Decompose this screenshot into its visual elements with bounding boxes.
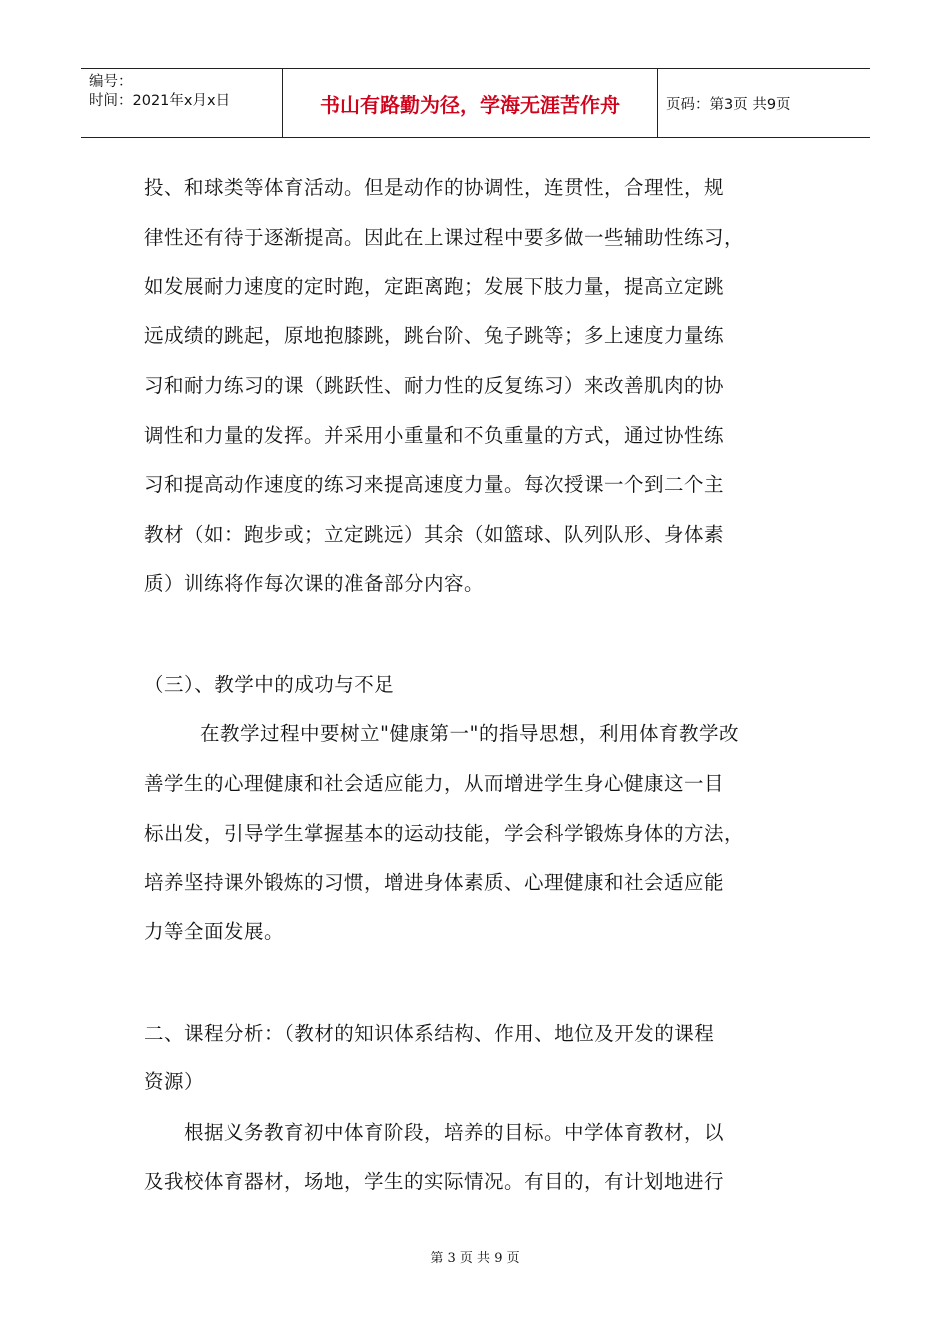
page-header [81, 68, 870, 138]
header-page-info [658, 69, 870, 137]
paragraph-line: 调性和力量的发挥。并采用小重量和不负重量的方式，通过协性练 [144, 424, 725, 447]
paragraph-line: 投、和球类等体育活动。但是动作的协调性，连贯性，合理性，规 [144, 176, 725, 199]
paragraph-line: 在教学过程中要树立"健康第一"的指导思想，利用体育教学改 [200, 722, 739, 745]
paragraph-line: 习和耐力练习的课（跳跃性、耐力性的反复练习）来改善肌肉的协 [144, 374, 725, 397]
page-number-label: 页码：第3页 共9页 [666, 96, 791, 113]
section-heading: 资源） [144, 1070, 205, 1093]
paragraph-line: 远成绩的跳起，原地抱膝跳，跳台阶、兔子跳等；多上速度力量练 [144, 324, 725, 347]
header-motto-cell [282, 69, 658, 137]
section-heading: 二、课程分析：（教材的知识体系结构、作用、地位及开发的课程 [144, 1022, 715, 1045]
paragraph-line: 善学生的心理健康和社会适应能力，从而增进学生身心健康这一目 [144, 772, 725, 795]
paragraph-line: 如发展耐力速度的定时跑，定距离跑；发展下肢力量，提高立定跳 [144, 275, 725, 298]
paragraph-line: 根据义务教育初中体育阶段，培养的目标。中学体育教材，以 [184, 1121, 725, 1144]
document-date-label: 时间：2021年x月x日 [89, 93, 231, 109]
paragraph-line: 及我校体育器材，场地，学生的实际情况。有目的，有计划地进行 [144, 1170, 725, 1193]
page-footer: 第 3 页 共 9 页 [430, 1251, 520, 1266]
paragraph-line: 标出发，引导学生掌握基本的运动技能，学会科学锻炼身体的方法， [144, 822, 745, 845]
paragraph-line: 律性还有待于逐渐提高。因此在上课过程中要多做一些辅助性练习， [144, 226, 745, 249]
paragraph-line: 力等全面发展。 [144, 920, 285, 943]
header-meta [81, 69, 282, 137]
document-number-label: 编号： [89, 74, 133, 90]
paragraph-line: 教材（如：跑步或；立定跳远）其余（如篮球、队列队形、身体素 [144, 523, 725, 546]
section-heading: （三）、教学中的成功与不足 [144, 673, 395, 696]
paragraph-line: 培养坚持课外锻炼的习惯，增进身体素质、心理健康和社会适应能 [144, 871, 725, 894]
paragraph-line: 质）训练将作每次课的准备部分内容。 [144, 572, 485, 595]
paragraph-line: 习和提高动作速度的练习来提高速度力量。每次授课一个到二个主 [144, 473, 725, 496]
header-motto: 书山有路勤为径，学海无涯苦作舟 [320, 92, 620, 117]
